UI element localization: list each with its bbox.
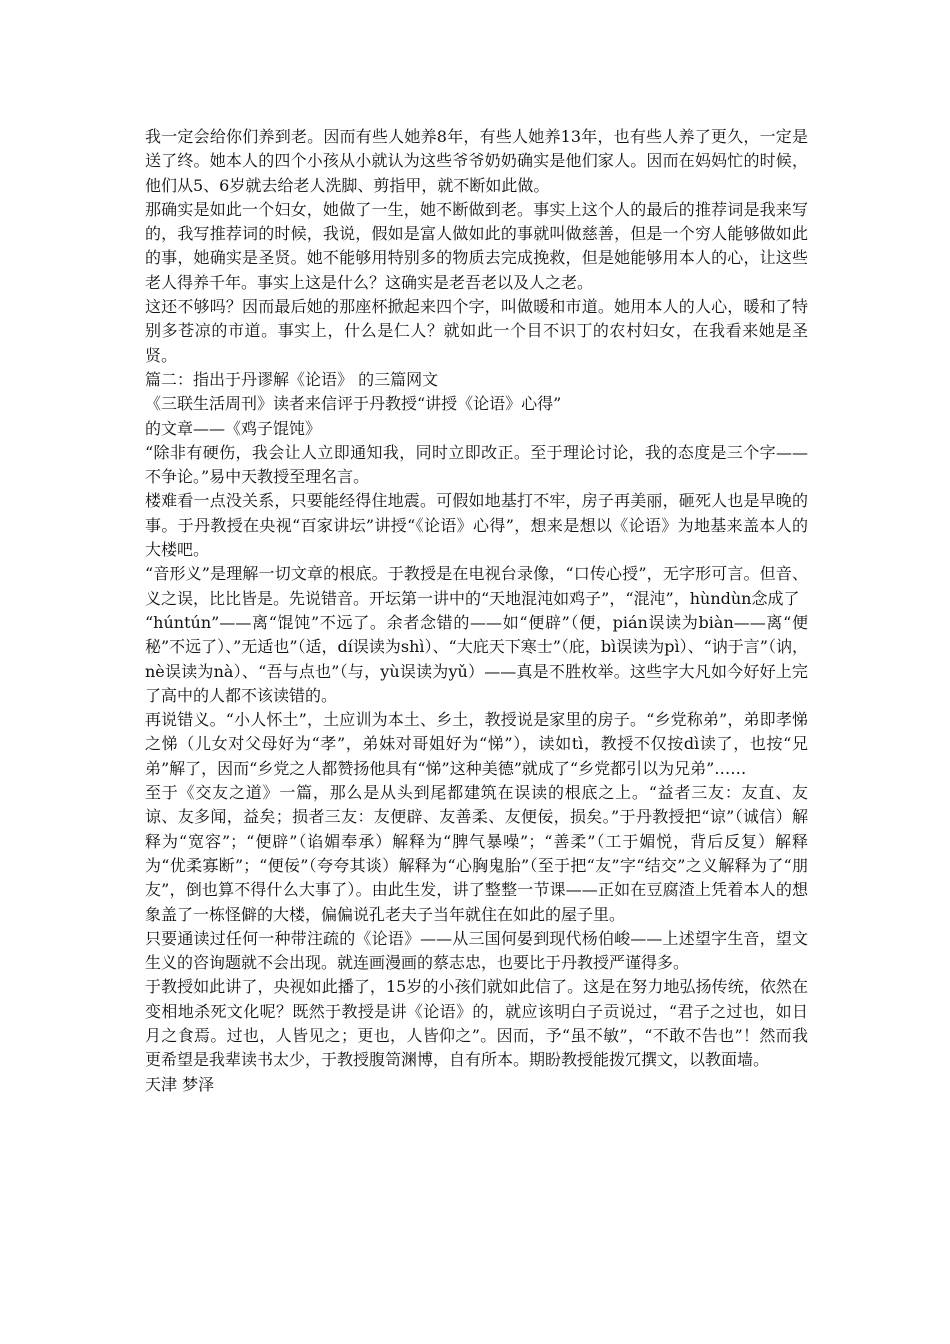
section-heading: 篇二：指出于丹谬解《论语》 的三篇网文 xyxy=(145,369,439,389)
paragraph-9: “húntún”——离“馄饨”不远了。余者念错的——如“便辟”（便，pián误读为biàn——离“便秘”不远了）、”无适也”（适，dí误读为shì）、“大庇天下寒士”（庇，bì误读为pì）、“讷于言”（讷，nè误读为nà）、“吾与点也”（与，yù误读为yǔ）——真是不胜枚举。这些字大凡如今好好上完了高中的人都不该读错的。 xyxy=(145,612,808,705)
paragraph-2: 那确实是如此一个妇女，她做了一生，她不断做到老。事实上这个人的最后的推荐词是我来写的，我写推荐词的时候，我说，假如是富人做如此的事就叫做慈善，但是一个穷人能够做如此的事，她确实是圣贤。她不能够用特别多的物质去完成挽救，但是她能够用本人的心，让这些老人得养千年。事实上这是什么？这确实是老吾老以及人之老。 xyxy=(145,199,808,292)
paragraph-12: 只要通读过任何一种带注疏的《论语》——从三国何晏到现代杨伯峻——上述望字生音，望文生义的咨询题就不会出现。就连画漫画的蔡志忠，也要比于丹教授严谨得多。 xyxy=(145,928,808,973)
paragraph-article-title: 的文章——《鸡子馄饨》 xyxy=(145,418,322,438)
paragraph-7: 楼难看一点没关系，只要能经得住地震。可假如地基打不牢，房子再美丽，砸死人也是早晚的事。于丹教授在央视“百家讲坛”讲授“《论语》心得”，想来是想以《论语》为地基来盖本人的大楼吧。 xyxy=(145,491,808,560)
paragraph-11: 至于《交友之道》一篇，那么是从头到尾都建筑在误读的根底之上。“益者三友：友直、友谅、友多闻，益矣；损者三友：友便辟、友善柔、友便佞，损矣。”于丹教授把“谅”（诚信）解释为“宽容”；“便辟”（谄媚奉承）解释为“脾气暴噪”；“善柔”（工于媚悦，背后反复）解释为“优柔寡断”；“便佞”（夸夸其谈）解释为“心胸鬼胎”（至于把“友”字“结交”之义解释为了“朋友”，倒也算不得什么大事了）。由此生发，讲了整整一节课——正如在豆腐渣上凭着本人的想象盖了一栋怪僻的大楼，偏偏说孔老夫子当年就住在如此的屋子里。 xyxy=(145,783,808,924)
paragraph-1: 我一定会给你们养到老。因而有些人她养8年，有些人她养13年，也有些人养了更久，一定是送了终。她本人的四个小孩从小就认为这些爷爷奶奶确实是他们家人。因而在妈妈忙的时候，他们从5、6岁就去给老人洗脚、剪指甲，就不断如此做。 xyxy=(145,127,808,195)
signature-line: 天津 梦泽 xyxy=(145,1074,215,1094)
paragraph-quote: “除非有硬伤，我会让人立即通知我，同时立即改正。至于理论讨论，我的态度是三个字——不争论。”易中天教授至理名言。 xyxy=(145,442,808,487)
paragraph-source: 《三联生活周刊》读者来信评于丹教授“讲授《论语》心得” xyxy=(145,394,562,414)
paragraph-13: 于教授如此讲了，央视如此播了，15岁的小孩们就如此信了。这是在努力地弘扬传统，依然在变相地杀死文化呢？既然于教授是讲《论语》的，就应该明白子贡说过，“君子之过也，如日月之食焉。过也，人皆见之；更也，人皆仰之”。因而，予“虽不敏”，“不敢不告也”！然而我更希望是我辈读书太少，于教授腹笥渊博，自有所本。期盼教授能拨冗撰文，以教面墙。 xyxy=(145,977,808,1070)
paragraph-8: “音形义”是理解一切文章的根底。于教授是在电视台录像，“口传心授”，无字形可言。但音、义之误，比比皆是。先说错音。开坛第一讲中的“天地混沌如鸡子”，“混沌”，hùndùn念成了 xyxy=(145,564,808,608)
paragraph-10: 再说错义。“小人怀土”，土应训为本土、乡土，教授说是家里的房子。“乡党称弟”，弟即孝悌之悌（儿女对父母好为“孝”，弟妹对哥姐好为“悌”），读如tì，教授不仅按dì读了，也按“兄弟”解了，因而“乡党之人都赞扬他具有“悌”这种美德”就成了“乡党都引以为兄弟”…… xyxy=(145,710,808,778)
document-body xyxy=(145,125,808,1097)
paragraph-3: 这还不够吗？因而最后她的那座杯掀起来四个字，叫做暖和市道。她用本人的人心，暖和了特别多苍凉的市道。事实上，什么是仁人？就如此一个目不识丁的农村妇女，在我看来她是圣贤。 xyxy=(145,297,808,365)
